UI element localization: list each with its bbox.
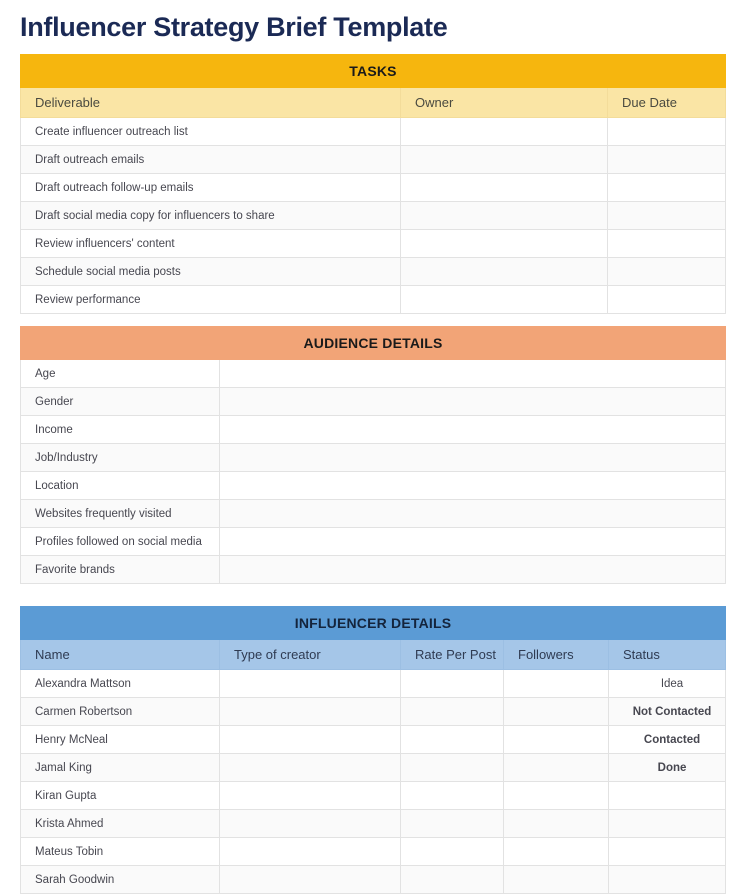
influencer-section-header-row <box>21 607 726 640</box>
influencer-followers-cell[interactable] <box>504 670 609 698</box>
influencer-rate-cell[interactable] <box>401 838 504 866</box>
audience-value-cell[interactable] <box>220 472 726 500</box>
task-row <box>21 118 726 146</box>
influencer-col-name: Name <box>21 640 220 670</box>
audience-row <box>21 388 726 416</box>
audience-label-cell: Income <box>21 416 220 444</box>
influencer-name-cell[interactable]: Alexandra Mattson <box>21 670 220 698</box>
influencer-section-title: INFLUENCER DETAILS <box>21 607 726 640</box>
audience-row <box>21 556 726 584</box>
influencer-row <box>21 670 726 698</box>
audience-row <box>21 444 726 472</box>
task-row <box>21 146 726 174</box>
task-deliverable-cell[interactable]: Review performance <box>21 286 401 314</box>
influencer-col-status: Status <box>609 640 726 670</box>
influencer-type-cell[interactable] <box>220 810 401 838</box>
task-due-date-cell[interactable] <box>608 174 726 202</box>
influencer-col-followers: Followers <box>504 640 609 670</box>
page-title: Influencer Strategy Brief Template <box>20 12 448 42</box>
audience-label-cell: Job/Industry <box>21 444 220 472</box>
task-due-date-cell[interactable] <box>608 202 726 230</box>
influencer-name-cell[interactable]: Mateus Tobin <box>21 838 220 866</box>
task-owner-cell[interactable] <box>401 146 608 174</box>
audience-value-cell[interactable] <box>220 556 726 584</box>
task-deliverable-cell[interactable]: Draft outreach emails <box>21 146 401 174</box>
influencer-status-cell[interactable] <box>609 782 726 810</box>
influencer-status-cell[interactable]: Done <box>609 754 726 782</box>
tasks-col-deliverable: Deliverable <box>21 88 401 118</box>
task-deliverable-cell[interactable]: Review influencers' content <box>21 230 401 258</box>
audience-value-cell[interactable] <box>220 388 726 416</box>
influencer-status-cell[interactable]: Idea <box>609 670 726 698</box>
influencer-rate-cell[interactable] <box>401 754 504 782</box>
audience-label-cell: Gender <box>21 388 220 416</box>
influencer-name-cell[interactable]: Sarah Goodwin <box>21 866 220 894</box>
audience-row <box>21 360 726 388</box>
audience-label-cell: Favorite brands <box>21 556 220 584</box>
influencer-col-rate: Rate Per Post <box>401 640 504 670</box>
influencer-followers-cell[interactable] <box>504 754 609 782</box>
influencer-type-cell[interactable] <box>220 726 401 754</box>
task-deliverable-cell[interactable]: Schedule social media posts <box>21 258 401 286</box>
influencer-rate-cell[interactable] <box>401 698 504 726</box>
task-row <box>21 258 726 286</box>
task-due-date-cell[interactable] <box>608 286 726 314</box>
task-due-date-cell[interactable] <box>608 146 726 174</box>
influencer-row <box>21 866 726 894</box>
audience-details-table <box>20 326 726 584</box>
influencer-row <box>21 810 726 838</box>
task-deliverable-cell[interactable]: Draft outreach follow-up emails <box>21 174 401 202</box>
influencer-followers-cell[interactable] <box>504 782 609 810</box>
influencer-rate-cell[interactable] <box>401 782 504 810</box>
influencer-name-cell[interactable]: Jamal King <box>21 754 220 782</box>
influencer-status-cell[interactable] <box>609 838 726 866</box>
tasks-table <box>20 54 726 314</box>
influencer-type-cell[interactable] <box>220 866 401 894</box>
influencer-column-header-row <box>21 640 726 670</box>
influencer-status-cell[interactable]: Not Contacted <box>609 698 726 726</box>
audience-section-header-row <box>21 327 726 360</box>
influencer-status-cell[interactable] <box>609 866 726 894</box>
task-deliverable-cell[interactable]: Create influencer outreach list <box>21 118 401 146</box>
task-row <box>21 174 726 202</box>
audience-row <box>21 500 726 528</box>
influencer-type-cell[interactable] <box>220 838 401 866</box>
audience-row <box>21 416 726 444</box>
task-deliverable-cell[interactable]: Draft social media copy for influencers to share <box>21 202 401 230</box>
tasks-section-title: TASKS <box>21 55 726 88</box>
influencer-details-table <box>20 606 726 894</box>
influencer-status-cell[interactable] <box>609 810 726 838</box>
influencer-followers-cell[interactable] <box>504 726 609 754</box>
tasks-column-header-row <box>21 88 726 118</box>
task-due-date-cell[interactable] <box>608 258 726 286</box>
tasks-section-header-row <box>21 55 726 88</box>
audience-row <box>21 472 726 500</box>
influencer-followers-cell[interactable] <box>504 698 609 726</box>
audience-value-cell[interactable] <box>220 360 726 388</box>
task-owner-cell[interactable] <box>401 230 608 258</box>
section-gap <box>20 314 725 326</box>
audience-value-cell[interactable] <box>220 500 726 528</box>
task-owner-cell[interactable] <box>401 286 608 314</box>
influencer-row <box>21 782 726 810</box>
influencer-followers-cell[interactable] <box>504 866 609 894</box>
audience-label-cell: Location <box>21 472 220 500</box>
task-due-date-cell[interactable] <box>608 118 726 146</box>
influencer-followers-cell[interactable] <box>504 838 609 866</box>
influencer-rate-cell[interactable] <box>401 810 504 838</box>
audience-value-cell[interactable] <box>220 444 726 472</box>
influencer-rate-cell[interactable] <box>401 726 504 754</box>
influencer-row <box>21 726 726 754</box>
influencer-name-cell[interactable]: Kiran Gupta <box>21 782 220 810</box>
influencer-row <box>21 838 726 866</box>
influencer-rate-cell[interactable] <box>401 866 504 894</box>
task-row <box>21 230 726 258</box>
influencer-name-cell[interactable]: Carmen Robertson <box>21 698 220 726</box>
task-row <box>21 286 726 314</box>
task-owner-cell[interactable] <box>401 118 608 146</box>
audience-section-title: AUDIENCE DETAILS <box>21 327 726 360</box>
audience-label-cell: Profiles followed on social media <box>21 528 220 556</box>
task-row <box>21 202 726 230</box>
tasks-col-due-date: Due Date <box>608 88 726 118</box>
audience-value-cell[interactable] <box>220 528 726 556</box>
influencer-name-cell[interactable]: Krista Ahmed <box>21 810 220 838</box>
influencer-row <box>21 698 726 726</box>
section-gap <box>20 584 725 606</box>
influencer-rate-cell[interactable] <box>401 670 504 698</box>
task-owner-cell[interactable] <box>401 174 608 202</box>
audience-label-cell: Age <box>21 360 220 388</box>
audience-label-cell: Websites frequently visited <box>21 500 220 528</box>
audience-row <box>21 528 726 556</box>
influencer-followers-cell[interactable] <box>504 810 609 838</box>
influencer-type-cell[interactable] <box>220 782 401 810</box>
influencer-type-cell[interactable] <box>220 754 401 782</box>
influencer-type-cell[interactable] <box>220 698 401 726</box>
task-owner-cell[interactable] <box>401 258 608 286</box>
task-due-date-cell[interactable] <box>608 230 726 258</box>
influencer-col-type: Type of creator <box>220 640 401 670</box>
task-owner-cell[interactable] <box>401 202 608 230</box>
influencer-status-cell[interactable]: Contacted <box>609 726 726 754</box>
audience-value-cell[interactable] <box>220 416 726 444</box>
influencer-name-cell[interactable]: Henry McNeal <box>21 726 220 754</box>
influencer-row <box>21 754 726 782</box>
tasks-col-owner: Owner <box>401 88 608 118</box>
influencer-type-cell[interactable] <box>220 670 401 698</box>
